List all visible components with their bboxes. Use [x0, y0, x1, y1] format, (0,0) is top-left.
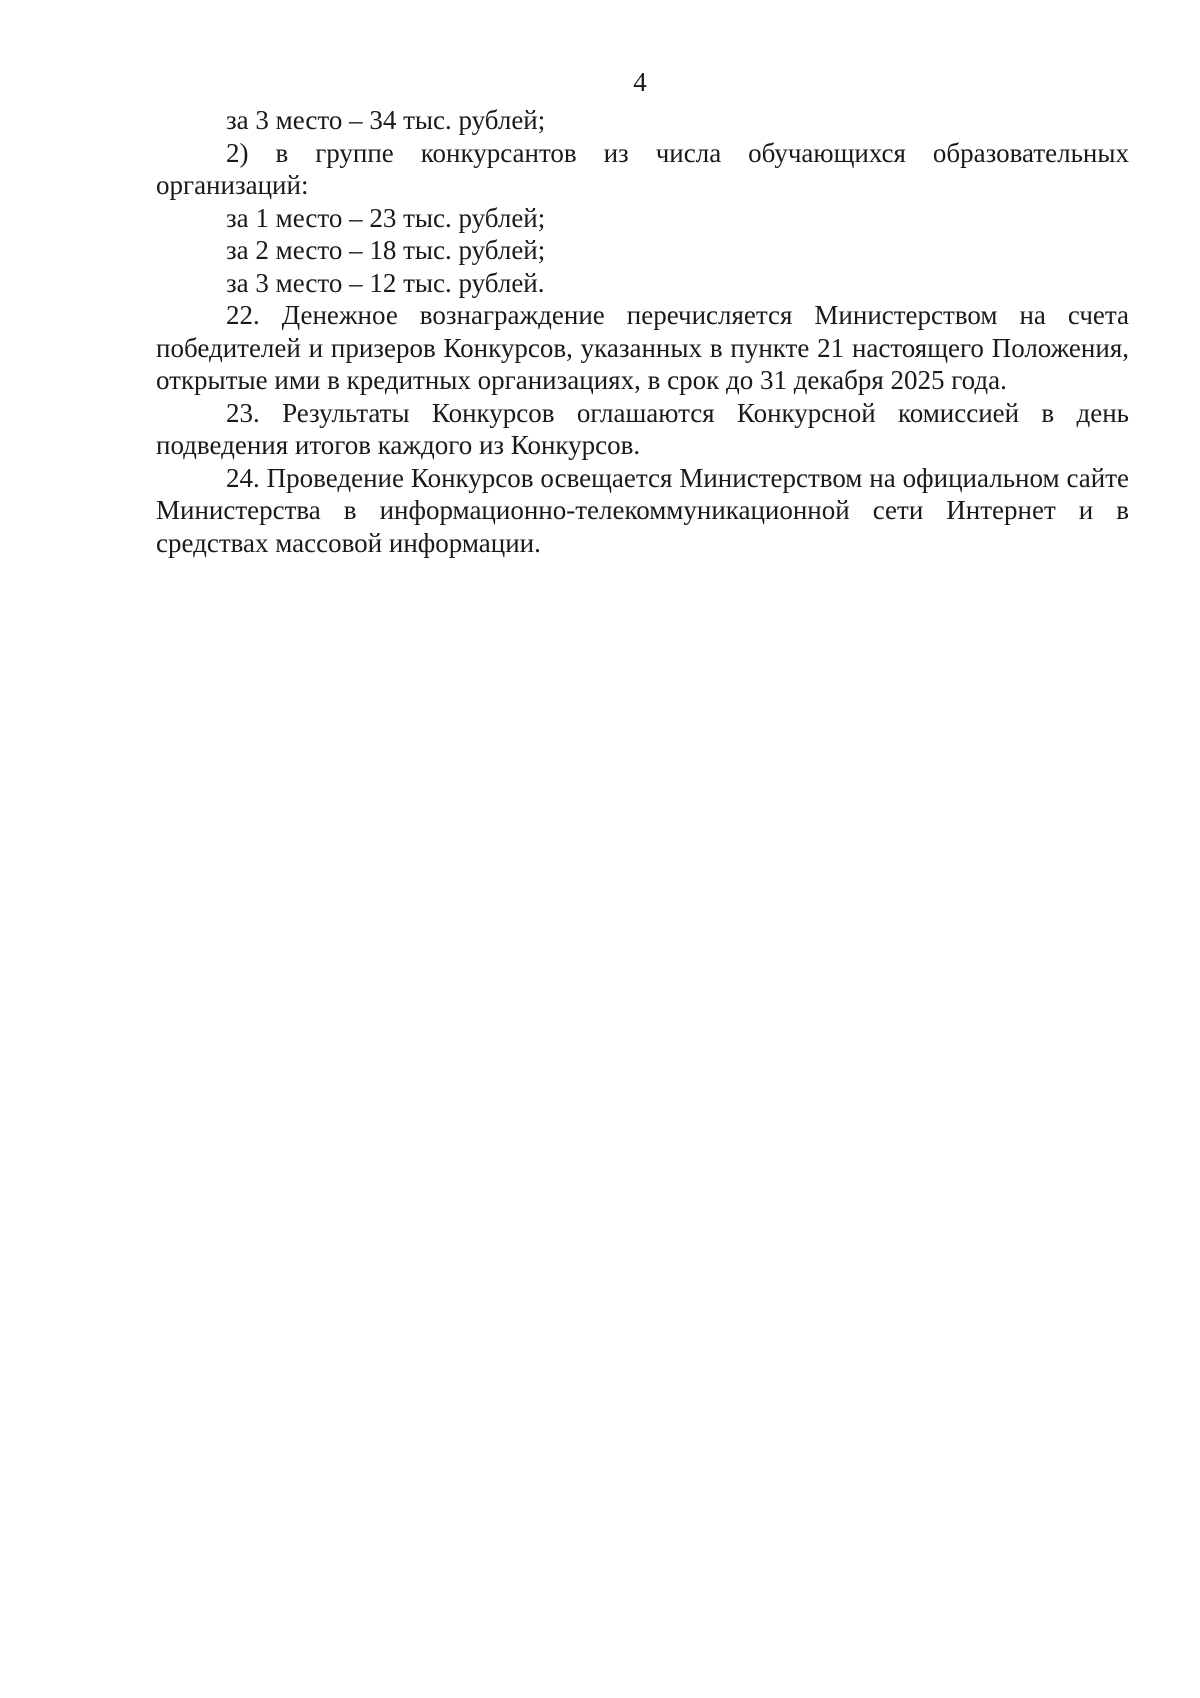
clause-24-paragraph: 24. Проведение Конкурсов освещается Министерством на официальном сайте Министерства в информационно-телекоммуникационной сети Интернет и в средствах массовой информации.: [156, 462, 1129, 558]
prize-third-place-line: за 3 место – 34 тыс. рублей;: [226, 105, 546, 135]
clause-22-paragraph: 22. Денежное вознаграждение перечисляется Министерством на счета победителей и призеров Конкурсов, указанных в пункте 21 настоящего Положения, открытые ими в кредитных организациях, в срок до 31 декабря 2025 года.: [156, 300, 1129, 395]
prize-third-place-line-students: за 3 место – 12 тыс. рублей.: [226, 267, 545, 298]
prize-second-place-line: за 2 место – 18 тыс. рублей;: [226, 235, 546, 265]
page-number: 4: [633, 67, 647, 97]
student-group-heading: 2) в группе конкурсантов из числа обучающихся образовательных организаций:: [156, 137, 1129, 200]
prize-first-place-line: за 1 место – 23 тыс. рублей;: [226, 202, 546, 233]
clause-23-paragraph: 23. Результаты Конкурсов оглашаются Конкурсной комиссией в день подведения итогов каждого из Конкурсов.: [156, 397, 1129, 460]
document-body: [156, 104, 1129, 559]
